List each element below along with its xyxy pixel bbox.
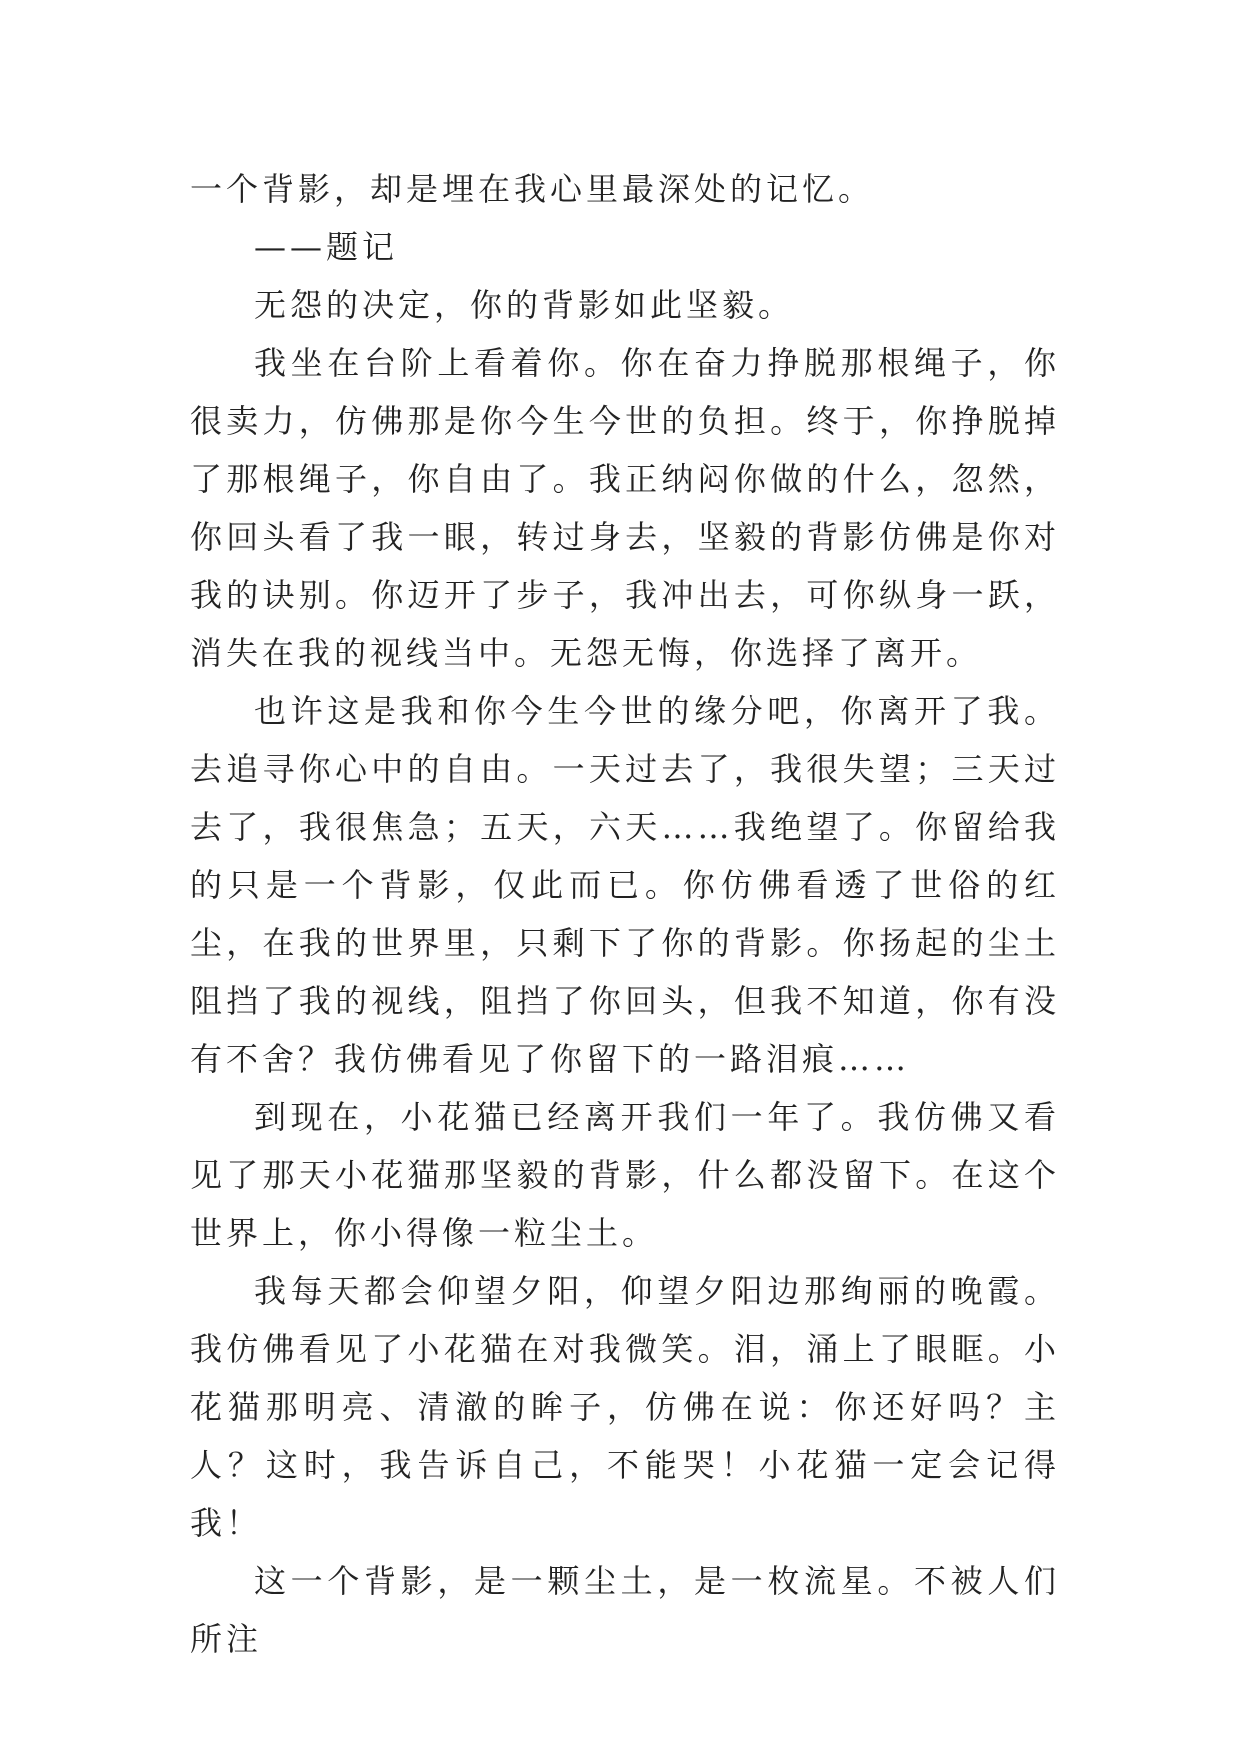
paragraph: 也许这是我和你今生今世的缘分吧，你离开了我。去追寻你心中的自由。一天过去了，我很失望；三天过去了，我很焦急；五天，六天……我绝望了。你留给我的只是一个背影，仅此而已。你仿佛看透了世俗的红尘，在我的世界里，只剩下了你的背影。你扬起的尘土阻挡了我的视线，阻挡了你回头，但我不知道，你有没有不舍？我仿佛看见了你留下的一路泪痕…… (190, 692, 1060, 1078)
paragraph-inscription: ——题记 (254, 228, 399, 266)
paragraph-opening-line: 一个背影，却是埋在我心里最深处的记忆。 (190, 170, 875, 208)
paragraph: 这一个背影，是一颗尘土，是一枚流星。不被人们所注 (190, 1562, 1060, 1658)
paragraph: 我每天都会仰望夕阳，仰望夕阳边那绚丽的晚霞。我仿佛看见了小花猫在对我微笑。泪，涌上了眼眶。小花猫那明亮、清澈的眸子，仿佛在说：你还好吗？主人？这时，我告诉自己，不能哭！小花猫一定会记得我！ (190, 1272, 1060, 1542)
paragraph: 到现在，小花猫已经离开我们一年了。我仿佛又看见了那天小花猫那坚毅的背影，什么都没留下。在这个世界上，你小得像一粒尘土。 (190, 1098, 1060, 1252)
paragraph: 我坐在台阶上看着你。你在奋力挣脱那根绳子，你很卖力，仿佛那是你今生今世的负担。终于，你挣脱掉了那根绳子，你自由了。我正纳闷你做的什么，忽然，你回头看了我一眼，转过身去，坚毅的背影仿佛是你对我的诀别。你迈开了步子，我冲出去，可你纵身一跃，消失在我的视线当中。无怨无悔，你选择了离开。 (190, 344, 1060, 672)
paragraph: 无怨的决定，你的背影如此坚毅。 (254, 286, 795, 324)
document-body (190, 160, 1060, 1668)
